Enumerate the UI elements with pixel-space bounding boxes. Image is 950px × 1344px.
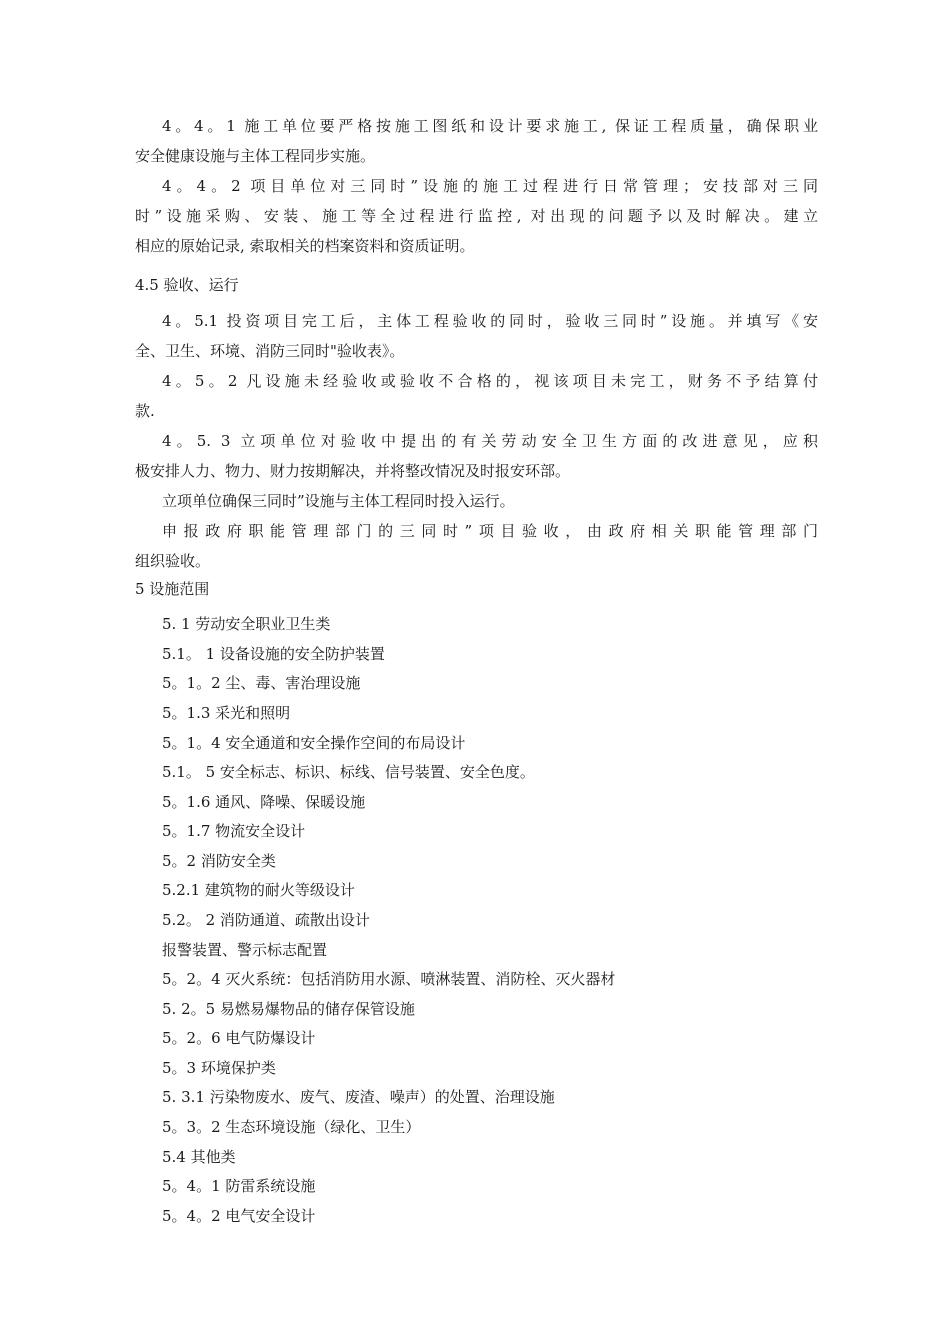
- list-item: 5.1。 1 设备设施的安全防护装置: [162, 645, 385, 663]
- list-item: 5。3。2 生态环境设施（绿化、卫生）: [162, 1118, 421, 1136]
- list-item: 5. 3.1 污染物废水、废气、废渣、噪声）的处置、治理设施: [162, 1088, 555, 1106]
- paragraph-4-4-2-line-2: 时”设施采购、安装、施工等全过程进行监控, 对出现的问题予以及时解决。建立: [135, 207, 818, 225]
- list-item: 5.2.1 建筑物的耐火等级设计: [162, 881, 355, 899]
- paragraph-4-4-2-line-3: 相应的原始记录, 索取相关的档案资料和资质证明。: [135, 237, 475, 255]
- list-item: 5。4。2 电气安全设计: [162, 1207, 316, 1225]
- list-item: 5。3 环境保护类: [162, 1059, 276, 1077]
- paragraph-4-5-1-line-1: 4。5.1 投资项目完工后，主体工程验收的同时，验收三同时”设施。并填写《安: [162, 312, 818, 330]
- list-item: 5。1.6 通风、降噪、保暖设施: [162, 793, 366, 811]
- list-item: 5.1。 5 安全标志、标识、标线、信号装置、安全色度。: [162, 763, 535, 781]
- paragraph-4-5-3-line-1: 4。5. 3 立项单位对验收中提出的有关劳动安全卫生方面的改进意见，应积: [162, 432, 818, 450]
- list-item: 5。2。6 电气防爆设计: [162, 1029, 316, 1047]
- list-item: 5。1.3 采光和照明: [162, 704, 291, 722]
- paragraph-operation: 立项单位确保三同时”设施与主体工程同时投入运行。: [162, 492, 515, 510]
- paragraph-government-acceptance-line-2: 组织验收。: [135, 552, 211, 570]
- list-item: 5. 1 劳动安全职业卫生类: [162, 615, 331, 633]
- section-heading-5: 5 设施范围: [135, 580, 210, 598]
- list-item: 5。4。1 防雷系统设施: [162, 1177, 316, 1195]
- list-item: 5。1。2 尘、毒、害治理设施: [162, 674, 361, 692]
- list-item: 5.2。 2 消防通道、疏散出设计: [162, 911, 370, 929]
- list-item: 5.4 其他类: [162, 1148, 236, 1166]
- paragraph-4-4-1-line-1: 4。4。1 施工单位要严格按施工图纸和设计要求施工, 保证工程质量，确保职业: [162, 117, 818, 135]
- paragraph-4-5-1-line-2: 全、卫生、环境、消防三同时"验收表》。: [135, 342, 405, 360]
- paragraph-4-5-3-line-2: 极安排人力、物力、财力按期解决，并将整改情况及时报安环部。: [135, 462, 571, 480]
- list-item: 5。2。4 灭火系统：包括消防用水源、喷淋装置、消防栓、灭火器材: [162, 970, 616, 988]
- paragraph-4-5-2-line-2: 款.: [135, 402, 155, 420]
- list-item: 5。2 消防安全类: [162, 852, 276, 870]
- paragraph-4-4-2-line-1: 4。4。2 项目单位对三同时”设施的施工过程进行日常管理；安技部对三同: [162, 177, 818, 195]
- list-item: 5。1。4 安全通道和安全操作空间的布局设计: [162, 734, 466, 752]
- paragraph-4-5-2-line-1: 4。5。2 凡设施未经验收或验收不合格的，视该项目未完工，财务不予结算付: [162, 372, 818, 390]
- list-item: 报警装置、警示标志配置: [162, 941, 328, 959]
- paragraph-government-acceptance-line-1: 申报政府职能管理部门的三同时”项目验收，由政府相关职能管理部门: [162, 522, 818, 540]
- list-item: 5. 2。5 易燃易爆物品的储存保管设施: [162, 1000, 415, 1018]
- list-item: 5。1.7 物流安全设计: [162, 822, 306, 840]
- section-heading-4-5: 4.5 验收、运行: [135, 276, 239, 294]
- paragraph-4-4-1-line-2: 安全健康设施与主体工程同步实施。: [135, 147, 376, 165]
